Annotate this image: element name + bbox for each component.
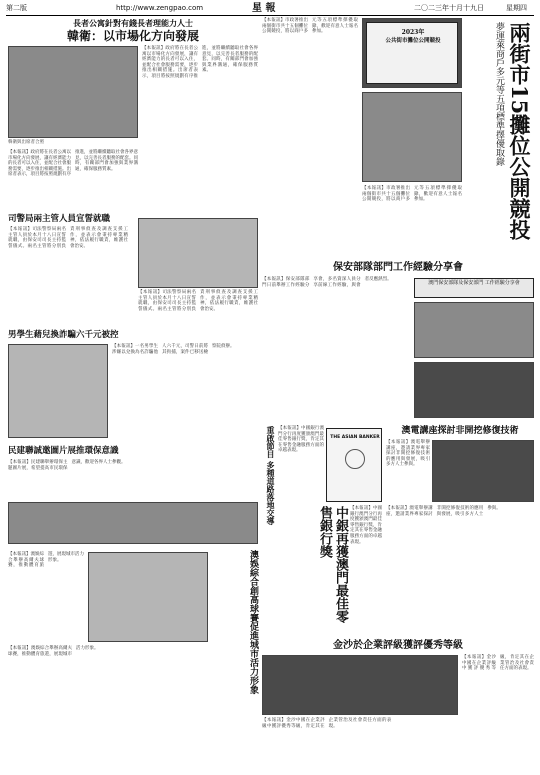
article-headline: 澳娛綜合創高球賽促進城市活力形象 bbox=[248, 550, 258, 694]
article-bank-award bbox=[262, 426, 382, 636]
article-kicker: 夢運萊商戶多元等五項標準擇優取錄 bbox=[494, 22, 504, 166]
article-body: 【本報訊】金沙中國在企業評級中獲評優秀等級，肯定其在企業管治及社會責任方面的表現。 bbox=[462, 655, 534, 672]
article-body-continued: 【本報訊】司法警察局兩名主管人員於本月十八日宣誓就職，由保安司司長主持監誓儀式。兩名主管將分別負責刑事偵查及調查支援工作，並表示會秉持專業精神，依法履行職責，維護社會治安。 bbox=[138, 290, 258, 312]
press-photo bbox=[8, 344, 108, 438]
article-body: 【本報訊】保安部隊部門日前舉辦工作經驗分享會，多名資深人員分享前線工作經驗，與會者反應熱烈。 bbox=[262, 277, 392, 288]
meeting-photo bbox=[362, 92, 462, 182]
competition-poster bbox=[366, 22, 458, 84]
lecture-photo bbox=[432, 440, 534, 502]
press-photo bbox=[8, 502, 258, 544]
article-body-continued: 【本報訊】金沙中國在企業評級中獲評優秀等級，肯定其在企業管治及社會責任方面的表現。 bbox=[262, 718, 392, 729]
article-body-continued: 【本報訊】澳電舉辦講座，邀請業界專家探討非開挖修復技術的應用與發展，吸引多方人士參與。 bbox=[386, 506, 501, 517]
article-body: 【本報訊】澳電舉辦講座，邀請業界專家探討非開挖修復技術的應用與發展，吸引多方人士參與。 bbox=[386, 440, 430, 468]
article-body: 【本報訊】澳娛綜合舉辦高爾夫球賽，推動體育旅遊，展現城市活力形象。 bbox=[8, 646, 99, 657]
photo-caption: 韓衛與出席者合照 bbox=[8, 140, 44, 145]
article-headline: 兩街市15攤位公開競投 bbox=[507, 22, 532, 241]
article-headline: 司警局兩主管人員宣誓就職 bbox=[8, 214, 111, 224]
weekday: 星期四 bbox=[506, 4, 527, 12]
resort-photo bbox=[262, 655, 458, 715]
article-sands-rating bbox=[262, 640, 534, 770]
trophy-photo bbox=[88, 552, 208, 642]
article-body: 【本報訊】中國銀行澳門分行再度獲頒澳門最佳零售銀行獎，肯定其在零售金融服務方面的卓越表現。 bbox=[278, 426, 324, 454]
article-body-continued: 【本報訊】政府將在長者公寓以市場化方向發展，讓有經濟能力的長者可以入住，並配合社會服務需要，逐步推出相關措施。出席者表示，項目將按照規劃有序推進，並將繼續聽取社會各界意見，以完善長者服務的配套。同時，有關部門會加強與業界溝通，確保服務質素。 bbox=[8, 150, 138, 178]
article-security-sharing bbox=[262, 262, 534, 422]
award-certificate bbox=[326, 428, 382, 502]
article-headline: 金沙於企業評級獲評優秀等級 bbox=[333, 640, 463, 651]
award-seal bbox=[345, 449, 365, 469]
article-body-continued: 【本報訊】中國銀行澳門分行再度獲頒澳門最佳零售銀行獎，肯定其在零售金融服務方面的卓越表現。 bbox=[350, 506, 382, 545]
masthead: 星 報 bbox=[252, 3, 276, 14]
press-photo bbox=[8, 46, 138, 138]
article-env-exhibition bbox=[8, 446, 258, 546]
article-elderly-apartment bbox=[8, 18, 258, 212]
press-photo bbox=[138, 218, 258, 288]
article-golf bbox=[8, 550, 258, 768]
article-body-continued: 【本報訊】市政署推出兩個街市共十五個攤位公開競投，將以商戶多元等五項標準擇優取錄，歡迎有意人士報名參加。 bbox=[362, 186, 462, 203]
audience-photo bbox=[414, 362, 534, 418]
article-kicker: 長者公寓針對有錢長者理能力人士 bbox=[73, 18, 193, 28]
event-banner: 澳門保安部隊及保安部門 工作經驗分享會 bbox=[414, 278, 534, 298]
article-market-stalls bbox=[262, 18, 534, 258]
article-headline: 澳電講座探討非開挖修復技術 bbox=[401, 426, 519, 436]
speaker-photo bbox=[414, 302, 534, 358]
article-body-continued: 【本報訊】澳娛綜合舉辦高爾夫球賽，推動體育旅遊，展現城市活力形象。 bbox=[8, 552, 84, 569]
poster-title: 公共街市攤位公開競投 bbox=[385, 38, 441, 44]
article-headline: 重啟節目 多種道路落地交導 bbox=[266, 426, 276, 525]
article-body: 【本報訊】市政署推出兩個街市共十五個攤位公開競投，將以商戶多元等五項標準擇優取錄，歡迎有意人士報名參加。 bbox=[262, 18, 358, 35]
page-label: 第二版 bbox=[6, 4, 27, 12]
article-student-fraud bbox=[8, 330, 258, 440]
article-police-oath bbox=[8, 214, 258, 324]
site-url: http://www.zengpao.com bbox=[116, 4, 204, 12]
article-cem-lecture bbox=[386, 426, 534, 636]
article-body: 【本報訊】民建聯舉辦環保主題圖片展，希望提高市民環保意識，歡迎各界人士參觀。 bbox=[8, 460, 126, 471]
article-body: 【本報訊】政府將在長者公寓以市場化方向發展，讓有經濟能力的長者可以入住，並配合社會服務需要，逐步推出相關措施。出席者表示，項目將按照規劃有序推進，並將繼續聽取社會各界意見，以完善長者服務的配套。同時，有關部門會加強與業界溝通，確保服務質素。 bbox=[142, 46, 258, 79]
article-headline: 男學生藉兒換詐騙六千元被控 bbox=[8, 330, 119, 340]
award-label: THE ASIAN BANKER bbox=[330, 435, 380, 440]
poster-year: 2023年 bbox=[401, 29, 425, 36]
article-headline: 保安部隊部門工作經驗分享會 bbox=[333, 262, 463, 273]
article-headline: 民建聯誠邀圖片展推環保意識 bbox=[8, 446, 119, 456]
page-header bbox=[6, 2, 534, 16]
article-body: 【本報訊】一名男學生涉嫌以兌換為名詐騙他人六千元，司警日前將其拘捕，案件已移送檢察院偵辦。 bbox=[112, 344, 235, 355]
article-headline: 中銀再獲澳門最佳零售銀行獎 bbox=[317, 506, 348, 623]
article-headline: 韓衛：以市場化方向發展 bbox=[66, 29, 199, 43]
article-body: 【本報訊】司法警察局兩名主管人員於本月十八日宣誓就職，由保安司司長主持監誓儀式。兩名主管將分別負責刑事偵查及調查支援工作，並表示會秉持專業精神，依法履行職責，維護社會治安。 bbox=[8, 227, 128, 249]
issue-date: 二〇二三年十月十九日 bbox=[414, 4, 484, 12]
